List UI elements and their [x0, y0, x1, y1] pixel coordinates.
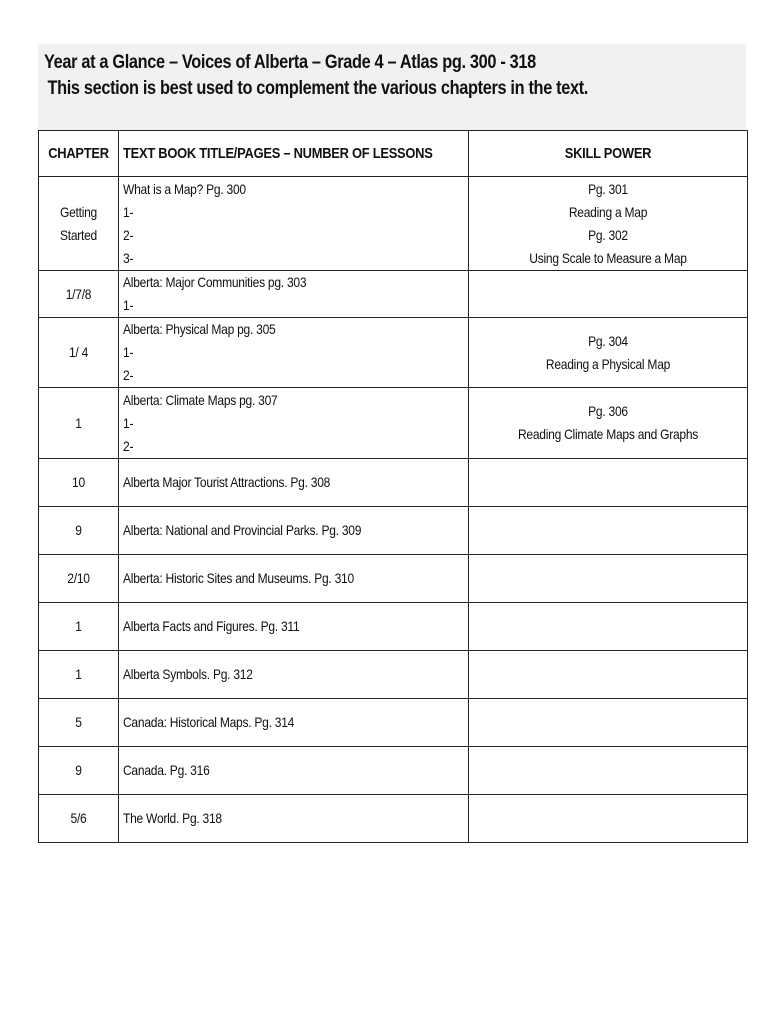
- chapter-cell: [39, 603, 119, 651]
- lesson-title-cell: [119, 747, 469, 795]
- lesson-title-cell-line: Alberta: Historic Sites and Museums. Pg. 310: [123, 570, 354, 586]
- skill-power-cell: [469, 388, 748, 459]
- skill-power-cell: [469, 507, 748, 555]
- lesson-title-cell: [119, 271, 469, 318]
- skill-power-cell-line: Reading Climate Maps and Graphs: [517, 426, 699, 442]
- skill-power-cell: [469, 177, 748, 271]
- table-header-row: [39, 131, 748, 177]
- lesson-title-cell-line: 3-: [123, 249, 134, 266]
- table-row: [39, 795, 748, 843]
- chapter-cell: [39, 507, 119, 555]
- skill-power-cell: [469, 555, 748, 603]
- lesson-title-cell-line: Canada: Historical Maps. Pg. 314: [123, 714, 295, 730]
- skill-power-cell: [469, 795, 748, 843]
- skill-power-cell: [469, 651, 748, 699]
- lesson-title-cell-line: 2-: [123, 367, 134, 383]
- chapter-cell-line: Getting: [59, 203, 98, 220]
- chapter-cell-line: Started: [59, 226, 98, 243]
- table-row: [39, 699, 748, 747]
- lesson-title-cell-line: Alberta: National and Provincial Parks. Pg. 309: [123, 522, 362, 538]
- document-title: Year at a Glance – Voices of Alberta – Grade 4 – Atlas pg. 300 - 318: [44, 52, 536, 73]
- lesson-title-cell-line: Alberta: Climate Maps pg. 307: [123, 391, 278, 408]
- column-header-title: TEXT BOOK TITLE/PAGES – NUMBER OF LESSONS: [119, 131, 469, 177]
- skill-power-cell: [469, 747, 748, 795]
- lesson-title-cell-line: Alberta Facts and Figures. Pg. 311: [123, 618, 300, 634]
- chapter-cell: [39, 795, 119, 843]
- table-row: [39, 318, 748, 388]
- lesson-title-cell-line: 1-: [123, 344, 134, 360]
- chapter-cell-line: 1: [75, 666, 82, 682]
- lesson-title-cell: [119, 318, 469, 388]
- lesson-title-cell: [119, 459, 469, 507]
- chapter-cell: [39, 177, 119, 271]
- chapter-cell: [39, 651, 119, 699]
- chapter-cell-line: 5: [75, 714, 82, 730]
- lesson-title-cell: [119, 651, 469, 699]
- document-subtitle: This section is best used to complement the various chapters in the text.: [47, 78, 589, 99]
- lesson-title-cell: [119, 603, 469, 651]
- lesson-title-cell-line: Alberta: Physical Map pg. 305: [123, 321, 276, 337]
- skill-power-cell: [469, 699, 748, 747]
- lesson-title-cell-line: 2-: [123, 437, 134, 454]
- lesson-title-cell-line: The World. Pg. 318: [123, 810, 222, 826]
- lesson-title-cell-line: Alberta Major Tourist Attractions. Pg. 308: [123, 474, 331, 490]
- skill-power-cell: [469, 603, 748, 651]
- chapter-cell: [39, 699, 119, 747]
- chapter-cell: [39, 555, 119, 603]
- year-at-a-glance-table: [38, 130, 748, 843]
- lesson-title-cell: [119, 795, 469, 843]
- column-header-skill-power: SKILL POWER: [469, 131, 748, 177]
- table-row: [39, 747, 748, 795]
- table-row: [39, 507, 748, 555]
- skill-power-cell-line: Pg. 304: [588, 332, 628, 349]
- lesson-title-cell: [119, 177, 469, 271]
- chapter-cell: [39, 747, 119, 795]
- chapter-cell-line: 9: [75, 762, 82, 778]
- skill-power-cell: [469, 459, 748, 507]
- skill-power-cell-line: Reading a Map: [568, 203, 648, 220]
- lesson-title-cell: [119, 555, 469, 603]
- lesson-title-cell-line: Alberta Symbols. Pg. 312: [123, 666, 253, 682]
- skill-power-cell-line: Pg. 302: [588, 226, 628, 243]
- chapter-cell-line: 1: [75, 414, 82, 431]
- table-row: [39, 459, 748, 507]
- lesson-title-cell-line: 1-: [123, 297, 134, 313]
- lesson-title-cell-line: 1-: [123, 203, 134, 220]
- chapter-cell: [39, 388, 119, 459]
- skill-power-cell: [469, 271, 748, 318]
- skill-power-cell-line: Pg. 301: [588, 180, 628, 197]
- skill-power-cell-line: Pg. 306: [588, 403, 628, 419]
- lesson-title-cell-line: Canada. Pg. 316: [123, 762, 210, 778]
- table-row: [39, 388, 748, 459]
- chapter-cell-line: 2/10: [67, 570, 90, 586]
- skill-power-cell-line: Reading a Physical Map: [545, 355, 671, 372]
- lesson-title-cell-line: 2-: [123, 226, 134, 243]
- table-row: [39, 651, 748, 699]
- table-row: [39, 271, 748, 318]
- chapter-cell-line: 1/ 4: [68, 344, 89, 360]
- lesson-title-cell-line: 1-: [123, 414, 134, 431]
- table-row: [39, 603, 748, 651]
- lesson-title-cell-line: What is a Map? Pg. 300: [123, 180, 246, 197]
- chapter-cell-line: 9: [75, 522, 82, 538]
- column-header-chapter: CHAPTER: [39, 131, 119, 177]
- chapter-cell: [39, 271, 119, 318]
- chapter-cell: [39, 318, 119, 388]
- lesson-title-cell: [119, 388, 469, 459]
- chapter-cell-line: 1: [75, 618, 82, 634]
- chapter-cell-line: 10: [72, 474, 85, 490]
- lesson-title-cell-line: Alberta: Major Communities pg. 303: [123, 274, 307, 290]
- chapter-cell-line: 5/6: [70, 810, 87, 826]
- skill-power-cell-line: Using Scale to Measure a Map: [529, 249, 687, 266]
- table-row: [39, 177, 748, 271]
- skill-power-cell: [469, 318, 748, 388]
- chapter-cell: [39, 459, 119, 507]
- lesson-title-cell: [119, 699, 469, 747]
- lesson-title-cell: [119, 507, 469, 555]
- table-row: [39, 555, 748, 603]
- chapter-cell-line: 1/7/8: [65, 285, 92, 302]
- document-header: [38, 44, 746, 130]
